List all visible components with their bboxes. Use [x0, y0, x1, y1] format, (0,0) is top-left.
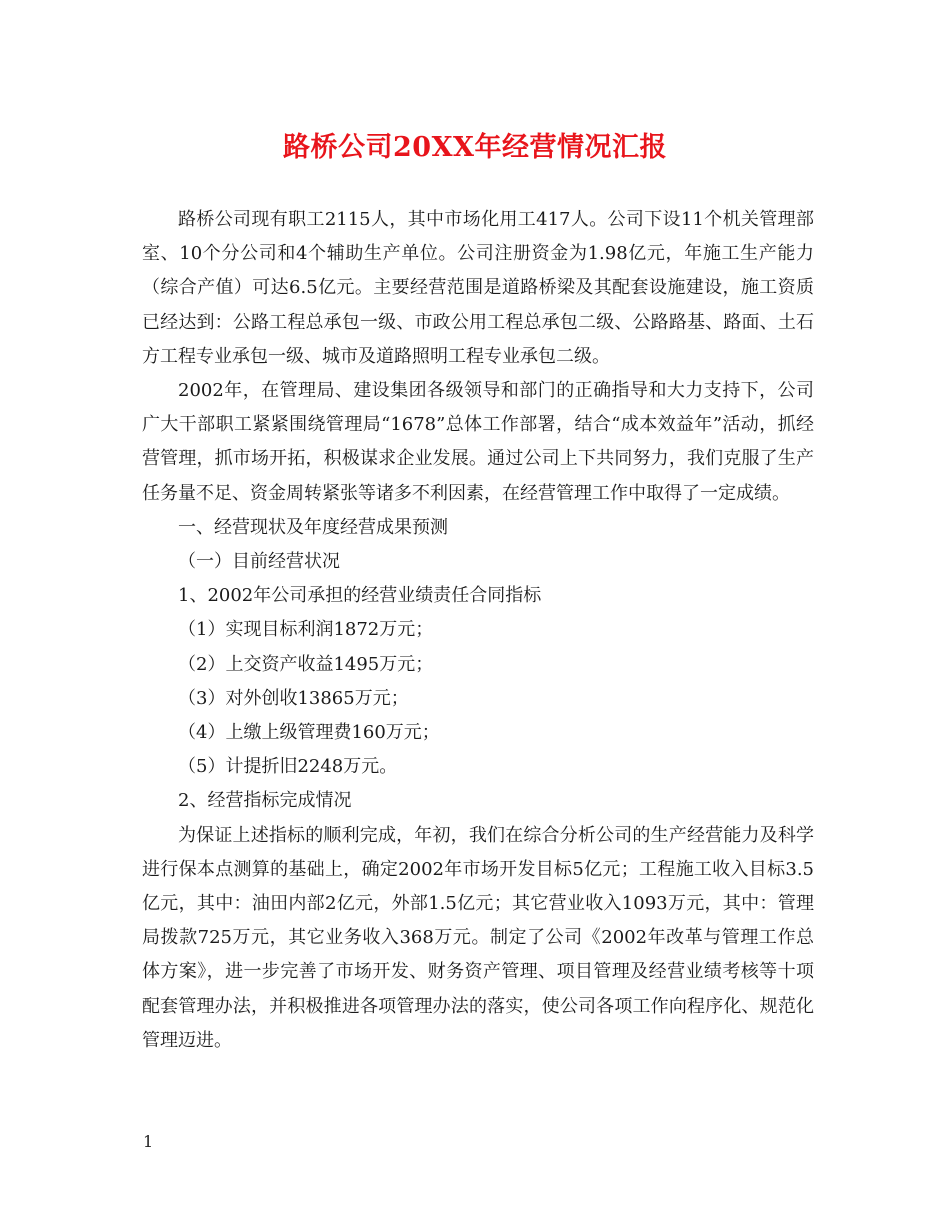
- item-heading: 1、2002年公司承担的经营业绩责任合同指标: [178, 585, 542, 607]
- paragraph-company-overview: 路桥公司现有职工2115人，其中市场化用工417人。公司下设11个机关管理部室、10个分公司和4个辅助生产单位。公司注册资金为1.98亿元，年施工生产能力（综合产值）可达6.5亿元。主要经营范围是道路桥梁及其配套设施建设，施工资质已经达到：公路工程总承包一级、市政公用工程总承包二级、公路路基、路面、土石方工程专业承包一级、城市及道路照明工程专业承包二级。: [142, 209, 814, 367]
- paragraph-target-completion: 为保证上述指标的顺利完成，年初，我们在综合分析公司的生产经营能力及科学进行保本点测算的基础上，确定2002年市场开发目标5亿元；工程施工收入目标3.5亿元，其中：油田内部2亿元，外部1.5亿元；其它营业收入1093万元，其中：管理局拨款725万元，其它业务收入368万元。制定了公司《2002年改革与管理工作总体方案》，进一步完善了市场开发、财务资产管理、项目管理及经营业绩考核等十项配套管理办法，并积极推进各项管理办法的落实，使公司各项工作向程序化、规范化管理迈进。: [142, 824, 814, 1051]
- page-number: 1: [143, 1132, 154, 1151]
- subsection-heading: （一）目前经营状况: [178, 551, 340, 573]
- section-heading: 一、经营现状及年度经营成果预测: [178, 516, 448, 538]
- list-item: （4）上缴上级管理费160万元；: [178, 722, 440, 744]
- list-item: （5）计提折旧2248万元。: [178, 756, 398, 778]
- item-heading: 2、经营指标完成情况: [178, 790, 352, 812]
- paragraph-2002-summary: 2002年，在管理局、建设集团各级领导和部门的正确指导和大力支持下，公司广大干部职工紧紧围绕管理局“1678”总体工作部署，结合“成本效益年”活动，抓经营管理，抓市场开拓，积极谋求企业发展。通过公司上下共同努力，我们克服了生产任务量不足、资金周转紧张等诸多不利因素，在经营管理工作中取得了一定成绩。: [142, 380, 814, 504]
- document-body: [142, 203, 814, 1058]
- list-item: （2）上交资产收益1495万元；: [178, 653, 434, 675]
- list-item: （1）实现目标利润1872万元；: [178, 619, 434, 641]
- list-item: （3）对外创收13865万元；: [178, 687, 409, 709]
- document-title: 路桥公司20XX年经营情况汇报: [283, 132, 667, 163]
